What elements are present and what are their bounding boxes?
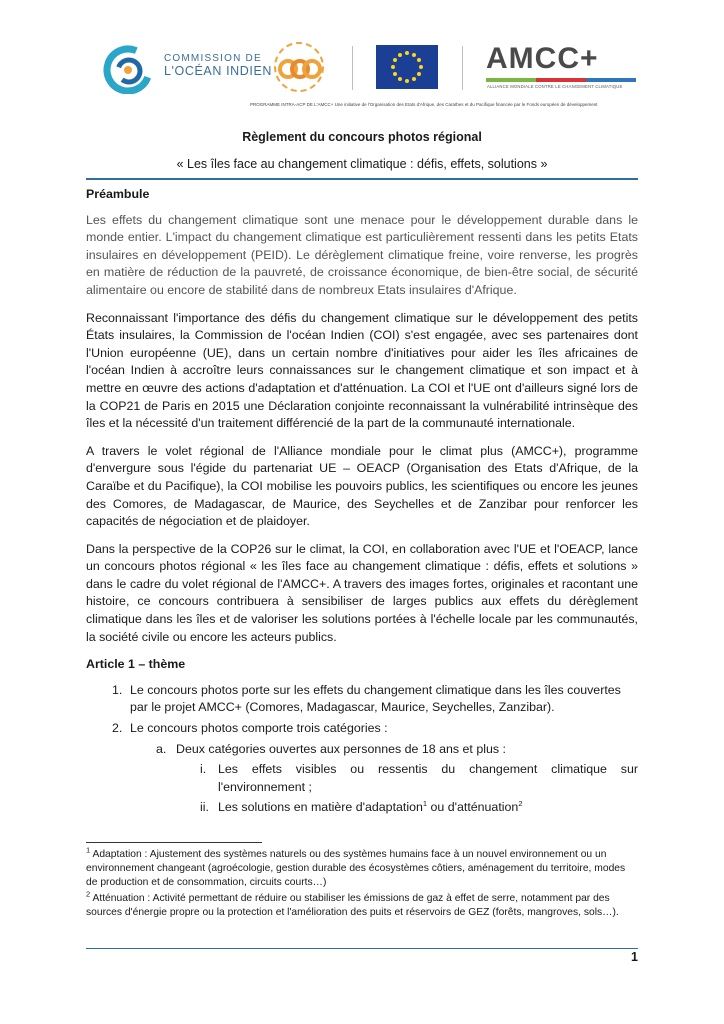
list-text: Le concours photos porte sur les effets du changement climatique dans les îles couvertes par le projet AMCC+ (Comores, Madagascar, Maurice, Seychelles, Zanzibar).	[130, 682, 621, 715]
article1-list	[86, 682, 638, 817]
list-number: 2.	[112, 721, 123, 736]
coi-logo-text	[164, 52, 272, 78]
document-body	[86, 186, 638, 820]
paragraph: Les effets du changement climatique sont une menace pour le développement durable dans le monde entier. L'impact du changement climatique est particulièrement ressenti dans les petits Etats insulaires en développement (PEID). Le dérèglement climatique freine, voire renverse, les progrès en matière de réduction de la pauvreté, de croissance économique, de bien-être social, de sécurité alimentaire ou encore de stabilité dans de nombreux Etats insulaires d'Afrique.	[86, 212, 638, 297]
eu-flag-icon	[376, 45, 438, 89]
list-item	[86, 720, 638, 738]
list-text: Le concours photos comporte trois catégories :	[130, 721, 388, 736]
footnote-text: Atténuation : Activité permettant de réduire ou stabiliser les émissions de gaz à effet de serre, notamment par des sources d'énergie propre ou la protection et l'amélioration des puits et réservoirs de GEZ (forêts, mangroves, sols…).	[86, 893, 619, 918]
footnote-mark: 2	[86, 889, 91, 899]
amcc-subtitle: ALLIANCE MONDIALE CONTRE LE CHANGEMENT CLIMATIQUE	[487, 84, 623, 89]
paragraph: Reconnaissant l'importance des défis du changement climatique sur le développement des petits États insulaires, la Commission de l'océan Indien (COI) s'est engagée, avec ses partenaires dont l'Union européenne (UE), dans un certain nombre d'initiatives pour aider les îles africaines de l'océan Indien à accroître leurs connaissances sur le changement climatique et son impact et à mettre en œuvre des actions d'adaptation et d'atténuation. La COI et l'UE ont d'ailleurs signé lors de la COP21 de Paris en 2015 une Déclaration conjointe reconnaissant la vulnérabilité intrinsèque des îles et la nécessité d'un traitement différencié de la part de la communauté internationale.	[86, 310, 638, 431]
list-letter: a.	[156, 741, 167, 756]
sub-sub-list-item	[86, 761, 638, 796]
list-text: Les effets visibles ou ressentis du changement climatique sur l'environnement ;	[218, 762, 638, 794]
footnote-text: Adaptation : Ajustement des systèmes naturels ou des systèmes humains face à un nouvel environnement ou un environnement changeant (agroécologie, gestion durable des écosystèmes côtiers, aménagement du territoire, modes de production et de consommation, circuits courts…)	[86, 849, 626, 888]
logo-separator	[352, 46, 353, 90]
preamble-heading: Préambule	[86, 187, 150, 201]
coi-line1: COMMISSION DE	[164, 53, 262, 64]
acp-logo-icon	[268, 40, 330, 94]
document-subtitle: « Les îles face au changement climatique : défis, effets, solutions »	[176, 157, 548, 171]
list-number: 1.	[112, 682, 123, 697]
coi-line2: L'OCÉAN INDIEN	[164, 64, 273, 78]
amcc-logo-text: AMCC+	[486, 42, 599, 75]
document-title: Règlement du concours photos régional	[242, 130, 482, 144]
footer-rule	[86, 948, 638, 949]
footnote-separator	[86, 842, 262, 843]
list-item	[86, 682, 638, 717]
footnotes	[86, 845, 638, 922]
sub-sub-list-item	[86, 799, 638, 817]
header-logos	[100, 38, 640, 98]
sub-list-item	[86, 741, 638, 759]
page-number: 1	[631, 950, 638, 964]
title-rule	[86, 178, 638, 180]
footnote	[86, 889, 638, 920]
logo-separator	[462, 46, 463, 90]
paragraph: Dans la perspective de la COP26 sur le climat, la COI, en collaboration avec l'UE et l'OEACP, lance un concours photos régional « les îles face au changement climatique : défis, effets et solutions » dans le cadre du volet régional de l'AMCC+. A travers des images fortes, originales et racontant une histoire, ce concours contribuera à sensibiliser de larges publics aux effets du dérèglement climatique dans les îles et de valoriser les solutions portées à l'échelle locale par les communautés, la société civile ou encore les acteurs publics.	[86, 541, 638, 644]
program-line: PROGRAMME INTRA-ACP DE L'AMCC+ Une initiative de l'Organisation des Etats d'Afrique, des Caraïbes et du Pacifique financée par le Fonds européen de développement	[250, 102, 598, 107]
footnote-ref[interactable]: 1	[422, 799, 428, 809]
footnote-ref[interactable]: 2	[518, 799, 523, 809]
coi-logo-icon	[102, 44, 156, 94]
footnote-mark: 1	[86, 845, 91, 855]
list-roman: ii.	[200, 800, 209, 815]
list-text: ou d'atténuation	[427, 800, 519, 815]
list-roman: i.	[200, 762, 207, 777]
article1-heading: Article 1 – thème	[86, 657, 186, 672]
list-text: Les solutions en matière d'adaptation	[218, 800, 423, 815]
amcc-color-bar-icon	[486, 78, 636, 82]
paragraph: A travers le volet régional de l'Alliance mondiale pour le climat plus (AMCC+), programme d'envergure sous l'égide du partenariat UE – OEACP (Organisation des Etats d'Afrique, de la Caraïbe et du Pacifique), la COI mobilise les pouvoirs publics, les scientifiques ou encore les jeunes des Comores, de Madagascar, de Maurice, des Seychelles et de Zanzibar pour renforcer les capacités de négociation et de plaidoyer.	[86, 443, 638, 529]
footnote	[86, 845, 638, 890]
list-text: Deux catégories ouvertes aux personnes de 18 ans et plus :	[176, 741, 506, 756]
